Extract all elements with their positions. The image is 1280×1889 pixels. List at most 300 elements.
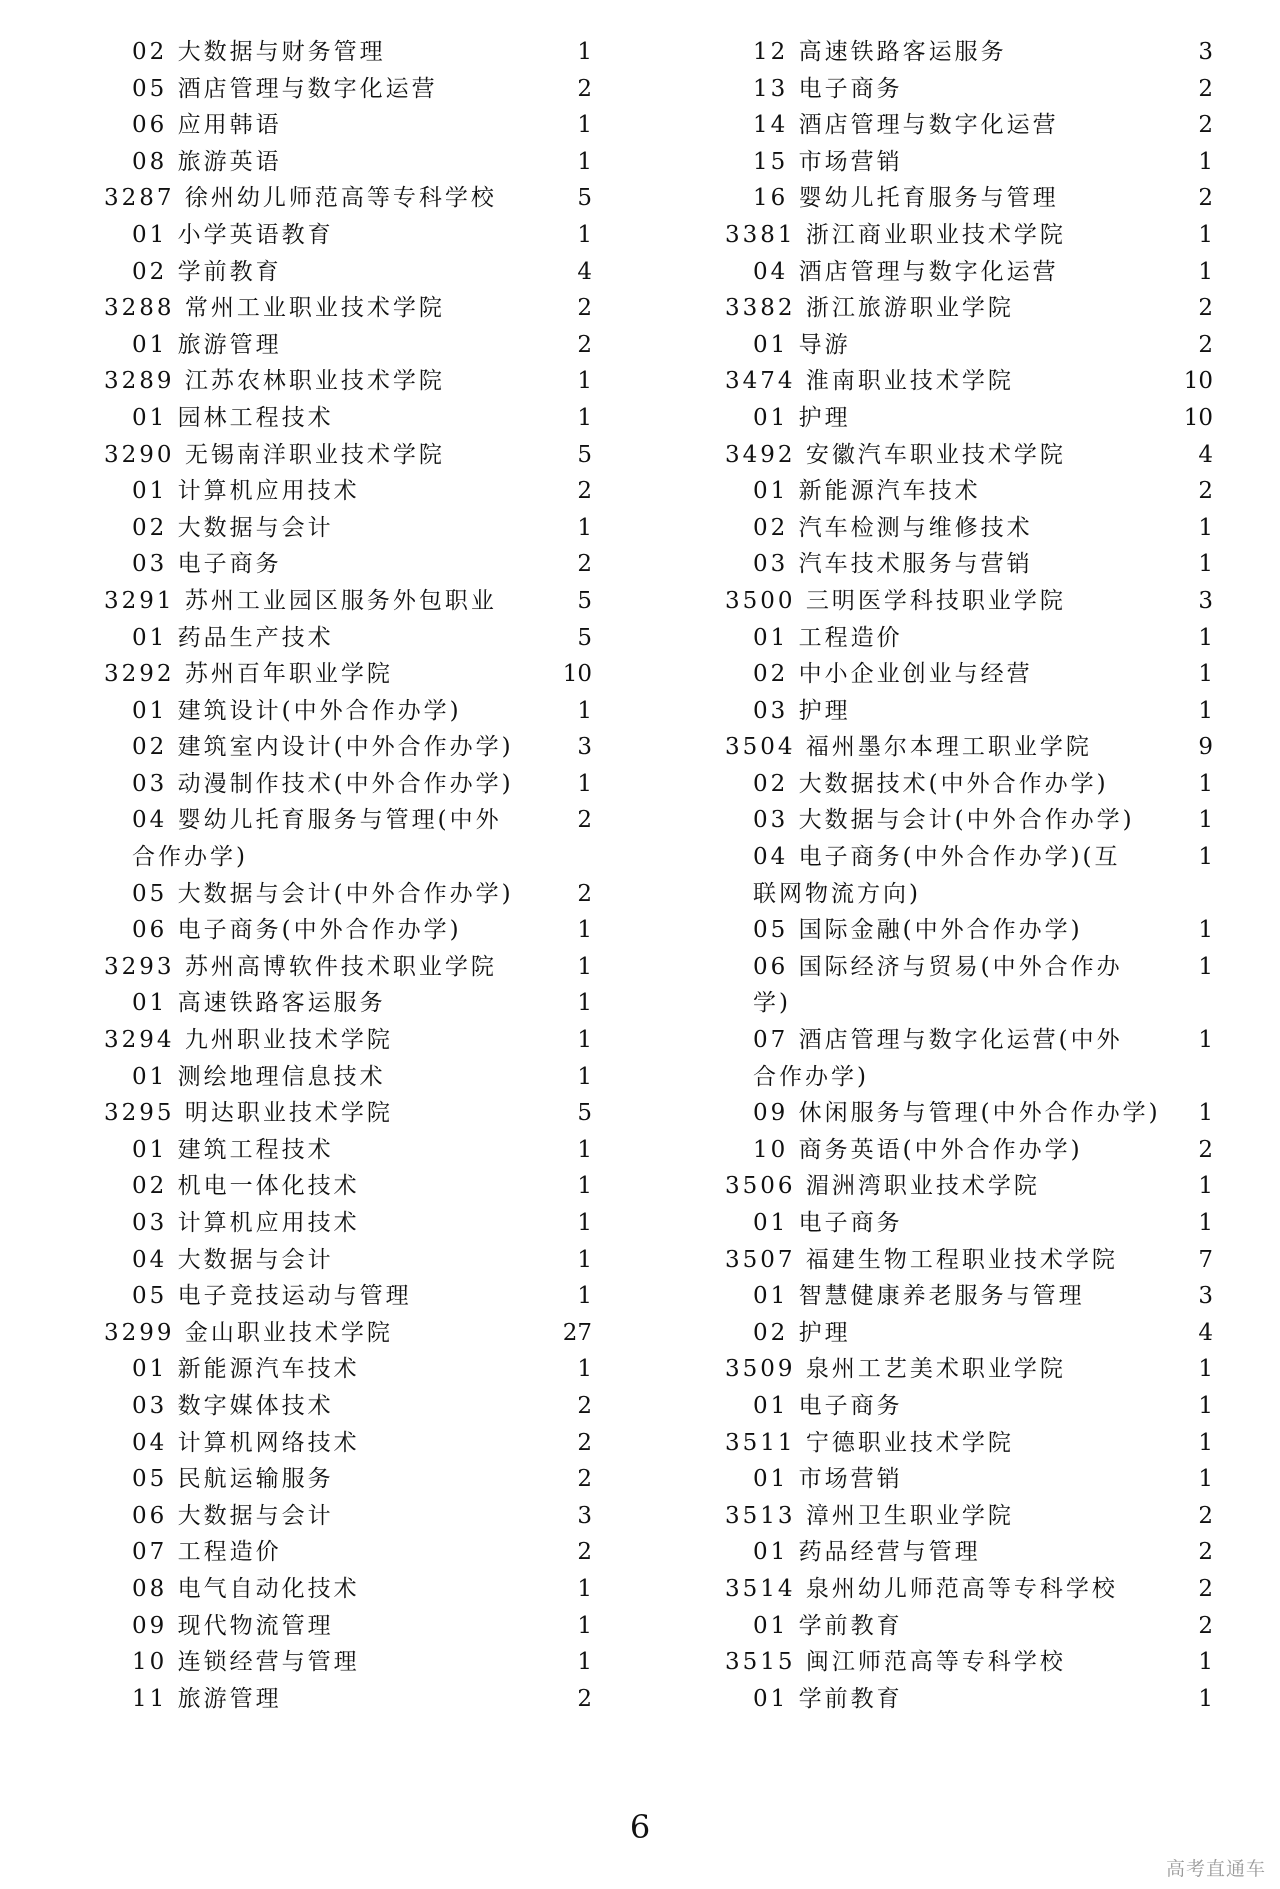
item-label: 中小企业创业与经营 bbox=[798, 661, 1033, 688]
major-row bbox=[725, 693, 1225, 730]
major-name bbox=[725, 400, 1163, 437]
major-row bbox=[104, 107, 604, 144]
enrollment-count: 1 bbox=[577, 148, 592, 175]
item-code: 01 bbox=[753, 478, 789, 505]
enrollment-count: 10 bbox=[562, 661, 592, 688]
item-label: 护理 bbox=[798, 697, 851, 724]
major-row bbox=[104, 510, 604, 547]
item-code: 3513 bbox=[725, 1502, 796, 1529]
institution-row bbox=[725, 1571, 1225, 1608]
enrollment-count: 1 bbox=[577, 1612, 592, 1639]
item-code: 03 bbox=[132, 1210, 168, 1236]
right-column bbox=[725, 34, 1225, 1717]
major-row bbox=[725, 1315, 1225, 1352]
major-row bbox=[104, 34, 604, 71]
major-name bbox=[104, 1242, 542, 1279]
major-name bbox=[104, 34, 542, 71]
enrollment-count: 1 bbox=[1198, 807, 1213, 834]
item-label: 高速铁路客运服务 bbox=[798, 39, 1007, 65]
item-label: 新能源汽车技术 bbox=[177, 1356, 360, 1383]
item-label: 漳州卫生职业学院 bbox=[805, 1502, 1014, 1529]
enrollment-count: 2 bbox=[1198, 1575, 1213, 1602]
major-row bbox=[725, 71, 1225, 108]
institution-row bbox=[725, 1242, 1225, 1279]
item-label: 闽江师范高等专科学校 bbox=[805, 1649, 1066, 1676]
item-label: 汽车技术服务与营销 bbox=[798, 551, 1033, 578]
institution-row bbox=[725, 1425, 1225, 1462]
major-name bbox=[104, 1205, 542, 1242]
major-row bbox=[725, 656, 1225, 693]
major-row bbox=[104, 1351, 604, 1388]
enrollment-count: 2 bbox=[577, 1466, 592, 1493]
item-label: 福州墨尔本理工职业学院 bbox=[805, 734, 1092, 761]
item-code: 07 bbox=[753, 1027, 789, 1054]
item-code: 04 bbox=[753, 258, 789, 285]
item-label: 测绘地理信息技术 bbox=[177, 1063, 386, 1090]
major-row bbox=[104, 620, 604, 657]
major-name bbox=[725, 802, 1163, 839]
item-label: 护理 bbox=[798, 1319, 851, 1346]
item-label: 园林工程技术 bbox=[177, 404, 334, 431]
item-label: 电子商务 bbox=[798, 75, 903, 102]
major-row bbox=[725, 766, 1225, 803]
major-name bbox=[725, 144, 1163, 181]
major-row bbox=[725, 510, 1225, 547]
item-label: 常州工业职业技术学院 bbox=[184, 295, 445, 322]
institution-name bbox=[725, 1242, 1175, 1279]
institution-name bbox=[104, 583, 554, 620]
major-row bbox=[725, 1608, 1225, 1645]
major-row bbox=[104, 1278, 604, 1315]
item-label: 计算机应用技术 bbox=[177, 1210, 360, 1236]
major-row bbox=[725, 912, 1225, 949]
enrollment-count: 1 bbox=[577, 112, 592, 139]
enrollment-count: 1 bbox=[577, 39, 592, 65]
major-name bbox=[104, 217, 542, 254]
major-row bbox=[104, 1425, 604, 1462]
major-row bbox=[104, 1242, 604, 1279]
institution-name bbox=[104, 363, 554, 400]
enrollment-count: 2 bbox=[1198, 185, 1213, 212]
major-name bbox=[104, 327, 542, 364]
institution-row bbox=[104, 1095, 604, 1132]
enrollment-count: 1 bbox=[577, 221, 592, 248]
item-code: 04 bbox=[132, 1246, 168, 1273]
institution-row bbox=[725, 437, 1225, 474]
item-code: 01 bbox=[132, 1063, 168, 1090]
item-label: 酒店管理与数字化运营(中外 bbox=[798, 1027, 1123, 1054]
major-row bbox=[104, 400, 604, 437]
major-row bbox=[104, 876, 604, 913]
enrollment-count: 1 bbox=[1198, 697, 1213, 724]
enrollment-count: 4 bbox=[1198, 441, 1213, 468]
institution-name bbox=[725, 437, 1175, 474]
enrollment-count: 1 bbox=[577, 404, 592, 431]
item-code: 12 bbox=[753, 39, 789, 65]
major-name bbox=[725, 180, 1163, 217]
major-row bbox=[725, 1022, 1225, 1095]
major-row bbox=[725, 473, 1225, 510]
institution-row bbox=[104, 180, 604, 217]
major-name bbox=[725, 473, 1163, 510]
item-label: 酒店管理与数字化运营 bbox=[177, 75, 438, 102]
institution-name bbox=[104, 656, 554, 693]
institution-name bbox=[104, 1315, 554, 1352]
item-label: 电子商务 bbox=[177, 551, 282, 578]
item-code: 3509 bbox=[725, 1356, 796, 1383]
item-code: 01 bbox=[132, 1356, 168, 1383]
enrollment-count: 1 bbox=[577, 770, 592, 797]
major-name bbox=[104, 1351, 542, 1388]
item-code: 04 bbox=[753, 844, 789, 871]
item-label: 电气自动化技术 bbox=[177, 1575, 360, 1602]
item-label: 药品生产技术 bbox=[177, 624, 334, 651]
major-name bbox=[104, 1059, 542, 1096]
major-name bbox=[104, 1571, 542, 1608]
watermark: 高考直通车 bbox=[1165, 1858, 1266, 1880]
major-name bbox=[104, 254, 542, 291]
item-code: 01 bbox=[132, 331, 168, 358]
item-code: 01 bbox=[753, 1685, 789, 1712]
enrollment-count: 1 bbox=[1198, 1210, 1213, 1236]
major-row bbox=[725, 400, 1225, 437]
institution-row bbox=[104, 949, 604, 986]
major-row bbox=[104, 1498, 604, 1535]
major-name bbox=[104, 729, 542, 766]
item-label: 苏州高博软件技术职业学院 bbox=[184, 953, 497, 980]
major-name bbox=[104, 985, 542, 1022]
enrollment-count: 1 bbox=[577, 1173, 592, 1200]
item-label: 国际金融(中外合作办学) bbox=[798, 917, 1083, 944]
item-code: 02 bbox=[753, 1319, 789, 1346]
major-name bbox=[725, 1022, 1163, 1095]
item-label: 应用韩语 bbox=[177, 112, 282, 139]
item-code: 04 bbox=[132, 1429, 168, 1456]
institution-name bbox=[104, 290, 554, 327]
item-label: 市场营销 bbox=[798, 1466, 903, 1493]
item-code: 06 bbox=[132, 1502, 168, 1529]
item-code: 01 bbox=[132, 990, 168, 1017]
enrollment-count: 3 bbox=[577, 734, 592, 761]
enrollment-count: 1 bbox=[1198, 1027, 1213, 1054]
item-label: 计算机网络技术 bbox=[177, 1429, 360, 1456]
enrollment-count: 3 bbox=[577, 1502, 592, 1529]
enrollment-count: 2 bbox=[1198, 1539, 1213, 1566]
enrollment-count: 2 bbox=[1198, 1612, 1213, 1639]
institution-name bbox=[725, 583, 1175, 620]
major-row bbox=[725, 1205, 1225, 1242]
item-label: 现代物流管理 bbox=[177, 1612, 334, 1639]
major-row bbox=[725, 1388, 1225, 1425]
enrollment-count: 3 bbox=[1198, 1283, 1213, 1310]
item-label: 小学英语教育 bbox=[177, 221, 334, 248]
item-code: 01 bbox=[753, 1283, 789, 1310]
item-label: 无锡南洋职业技术学院 bbox=[184, 441, 445, 468]
major-name bbox=[104, 107, 542, 144]
item-code: 3293 bbox=[104, 953, 175, 980]
enrollment-count: 5 bbox=[577, 441, 592, 468]
major-name bbox=[104, 1168, 542, 1205]
enrollment-count: 1 bbox=[1198, 1392, 1213, 1419]
item-code: 3492 bbox=[725, 441, 796, 468]
major-row bbox=[104, 546, 604, 583]
enrollment-count: 5 bbox=[577, 1100, 592, 1127]
item-code: 03 bbox=[753, 697, 789, 724]
major-name bbox=[725, 1315, 1163, 1352]
institution-name bbox=[725, 1644, 1175, 1681]
item-label: 苏州工业园区服务外包职业 bbox=[184, 587, 497, 614]
item-label: 电子商务 bbox=[798, 1210, 903, 1236]
enrollment-count: 1 bbox=[577, 1575, 592, 1602]
item-code: 01 bbox=[753, 1539, 789, 1566]
item-code: 02 bbox=[132, 258, 168, 285]
major-name bbox=[725, 34, 1163, 71]
major-row bbox=[104, 327, 604, 364]
enrollment-count: 1 bbox=[1198, 1466, 1213, 1493]
major-name bbox=[725, 1205, 1163, 1242]
enrollment-count: 1 bbox=[1198, 770, 1213, 797]
item-code: 3288 bbox=[104, 295, 175, 322]
major-row bbox=[104, 1534, 604, 1571]
item-label: 金山职业技术学院 bbox=[184, 1319, 393, 1346]
item-code: 03 bbox=[753, 807, 789, 834]
item-code: 03 bbox=[132, 551, 168, 578]
enrollment-count: 3 bbox=[1198, 39, 1213, 65]
left-column bbox=[104, 34, 604, 1717]
item-label: 药品经营与管理 bbox=[798, 1539, 981, 1566]
institution-row bbox=[104, 290, 604, 327]
major-name bbox=[725, 71, 1163, 108]
major-row bbox=[725, 839, 1225, 912]
major-name bbox=[104, 912, 542, 949]
institution-row bbox=[725, 1644, 1225, 1681]
item-code: 02 bbox=[132, 734, 168, 761]
major-row bbox=[725, 949, 1225, 1022]
item-label: 淮南职业技术学院 bbox=[805, 368, 1014, 395]
item-code: 08 bbox=[132, 1575, 168, 1602]
item-label: 商务英语(中外合作办学) bbox=[798, 1136, 1083, 1163]
item-label: 数字媒体技术 bbox=[177, 1392, 334, 1419]
item-code: 01 bbox=[132, 221, 168, 248]
enrollment-count: 1 bbox=[1198, 1356, 1213, 1383]
item-label: 电子商务 bbox=[798, 1392, 903, 1419]
major-row bbox=[104, 693, 604, 730]
item-code: 06 bbox=[132, 917, 168, 944]
item-code: 3381 bbox=[725, 221, 796, 248]
institution-name bbox=[725, 290, 1175, 327]
major-row bbox=[725, 327, 1225, 364]
item-code: 09 bbox=[132, 1612, 168, 1639]
enrollment-count: 9 bbox=[1198, 734, 1213, 761]
institution-name bbox=[725, 217, 1175, 254]
item-code: 01 bbox=[132, 697, 168, 724]
institution-name bbox=[725, 1425, 1175, 1462]
enrollment-count: 1 bbox=[577, 953, 592, 980]
enrollment-count: 2 bbox=[577, 331, 592, 358]
institution-name bbox=[104, 180, 554, 217]
enrollment-count: 1 bbox=[577, 514, 592, 541]
institution-row bbox=[104, 583, 604, 620]
item-label: 九州职业技术学院 bbox=[184, 1027, 393, 1054]
enrollment-count: 2 bbox=[1198, 1502, 1213, 1529]
major-name bbox=[104, 473, 542, 510]
item-label: 泉州幼儿师范高等专科学校 bbox=[805, 1575, 1118, 1602]
institution-row bbox=[725, 1498, 1225, 1535]
item-code: 06 bbox=[753, 953, 789, 980]
enrollment-count: 1 bbox=[1198, 1649, 1213, 1676]
item-code: 02 bbox=[132, 39, 168, 65]
item-label: 宁德职业技术学院 bbox=[805, 1429, 1014, 1456]
item-code: 02 bbox=[132, 514, 168, 541]
major-row bbox=[104, 1608, 604, 1645]
item-label: 电子商务(中外合作办学)(互 bbox=[798, 844, 1121, 871]
institution-row bbox=[725, 363, 1225, 400]
major-name bbox=[104, 1681, 542, 1718]
major-name bbox=[104, 1534, 542, 1571]
enrollment-count: 1 bbox=[1198, 1173, 1213, 1200]
institution-name bbox=[725, 1168, 1175, 1205]
item-label: 大数据技术(中外合作办学) bbox=[798, 770, 1109, 797]
major-row bbox=[725, 1461, 1225, 1498]
major-row bbox=[104, 729, 604, 766]
major-row bbox=[725, 1534, 1225, 1571]
major-name bbox=[725, 949, 1163, 1022]
major-name bbox=[104, 1461, 542, 1498]
item-code: 3295 bbox=[104, 1100, 175, 1127]
major-row bbox=[104, 144, 604, 181]
enrollment-count: 2 bbox=[577, 551, 592, 578]
major-row bbox=[104, 766, 604, 803]
item-label: 动漫制作技术(中外合作办学) bbox=[177, 770, 514, 797]
enrollment-count: 2 bbox=[1198, 295, 1213, 322]
major-name bbox=[725, 1388, 1163, 1425]
major-name bbox=[104, 1608, 542, 1645]
enrollment-count: 2 bbox=[1198, 75, 1213, 102]
institution-row bbox=[725, 217, 1225, 254]
major-name bbox=[725, 1461, 1163, 1498]
item-label: 泉州工艺美术职业学院 bbox=[805, 1356, 1066, 1383]
enrollment-count: 2 bbox=[577, 478, 592, 505]
item-label: 智慧健康养老服务与管理 bbox=[798, 1283, 1085, 1310]
institution-name bbox=[725, 363, 1175, 400]
item-label: 浙江旅游职业学院 bbox=[805, 295, 1014, 322]
enrollment-count: 2 bbox=[577, 807, 592, 834]
item-code: 01 bbox=[132, 478, 168, 505]
major-row bbox=[725, 34, 1225, 71]
item-code: 01 bbox=[753, 1466, 789, 1493]
item-code: 3474 bbox=[725, 368, 796, 395]
major-row bbox=[104, 473, 604, 510]
item-code: 02 bbox=[753, 770, 789, 797]
item-code: 02 bbox=[132, 1173, 168, 1200]
major-name bbox=[104, 1644, 542, 1681]
institution-name bbox=[725, 1351, 1175, 1388]
major-row bbox=[725, 546, 1225, 583]
item-code: 01 bbox=[753, 331, 789, 358]
major-name bbox=[104, 876, 542, 913]
enrollment-count: 1 bbox=[1198, 551, 1213, 578]
item-label: 徐州幼儿师范高等专科学校 bbox=[184, 185, 497, 212]
major-name bbox=[725, 1278, 1163, 1315]
enrollment-count: 1 bbox=[577, 368, 592, 395]
page-number: 6 bbox=[629, 1808, 651, 1846]
major-row bbox=[104, 802, 604, 875]
item-code: 3515 bbox=[725, 1649, 796, 1676]
institution-row bbox=[104, 437, 604, 474]
item-label: 计算机应用技术 bbox=[177, 478, 360, 505]
institution-name bbox=[725, 1571, 1175, 1608]
major-row bbox=[725, 180, 1225, 217]
major-name bbox=[104, 1498, 542, 1535]
item-label: 机电一体化技术 bbox=[177, 1173, 360, 1200]
major-row bbox=[725, 802, 1225, 839]
item-label-continued: 合作办学) bbox=[132, 844, 248, 871]
item-code: 13 bbox=[753, 75, 789, 102]
enrollment-count: 1 bbox=[577, 1246, 592, 1273]
enrollment-count: 2 bbox=[577, 1429, 592, 1456]
item-label: 湄洲湾职业技术学院 bbox=[805, 1173, 1040, 1200]
institution-name bbox=[104, 949, 554, 986]
enrollment-count: 2 bbox=[1198, 1136, 1213, 1163]
item-label: 酒店管理与数字化运营 bbox=[798, 258, 1059, 285]
major-name bbox=[725, 912, 1163, 949]
major-name bbox=[104, 802, 542, 875]
major-row bbox=[725, 1278, 1225, 1315]
item-code: 3507 bbox=[725, 1246, 796, 1273]
item-label-continued: 联网物流方向) bbox=[753, 880, 921, 907]
enrollment-count: 1 bbox=[577, 1356, 592, 1383]
item-label: 旅游英语 bbox=[177, 148, 282, 175]
institution-name bbox=[104, 437, 554, 474]
enrollment-count: 2 bbox=[1198, 112, 1213, 139]
major-name bbox=[725, 693, 1163, 730]
item-label: 国际经济与贸易(中外合作办 bbox=[798, 953, 1123, 980]
institution-name bbox=[104, 1095, 554, 1132]
enrollment-count: 2 bbox=[577, 880, 592, 907]
item-label: 三明医学科技职业学院 bbox=[805, 587, 1066, 614]
major-name bbox=[104, 620, 542, 657]
major-name bbox=[725, 107, 1163, 144]
enrollment-count: 5 bbox=[577, 587, 592, 614]
major-name bbox=[725, 1534, 1163, 1571]
item-code: 05 bbox=[753, 917, 789, 944]
item-code: 11 bbox=[132, 1685, 168, 1712]
item-code: 3287 bbox=[104, 185, 175, 212]
item-label: 苏州百年职业学院 bbox=[184, 661, 393, 688]
enrollment-count: 1 bbox=[577, 1027, 592, 1054]
item-code: 3289 bbox=[104, 368, 175, 395]
major-name bbox=[104, 71, 542, 108]
major-row bbox=[104, 985, 604, 1022]
major-name bbox=[104, 1132, 542, 1169]
enrollment-count: 1 bbox=[577, 1136, 592, 1163]
major-name bbox=[725, 656, 1163, 693]
institution-row bbox=[725, 583, 1225, 620]
item-code: 3504 bbox=[725, 734, 796, 761]
item-label: 大数据与会计 bbox=[177, 1502, 334, 1529]
item-label: 大数据与会计 bbox=[177, 1246, 334, 1273]
item-code: 03 bbox=[132, 1392, 168, 1419]
major-row bbox=[725, 107, 1225, 144]
institution-name bbox=[725, 729, 1175, 766]
item-code: 01 bbox=[753, 1392, 789, 1419]
item-label: 婴幼儿托育服务与管理(中外 bbox=[177, 807, 502, 834]
major-name bbox=[104, 400, 542, 437]
item-code: 3291 bbox=[104, 587, 175, 614]
enrollment-count: 2 bbox=[577, 295, 592, 322]
major-row bbox=[104, 71, 604, 108]
item-code: 3292 bbox=[104, 661, 175, 688]
